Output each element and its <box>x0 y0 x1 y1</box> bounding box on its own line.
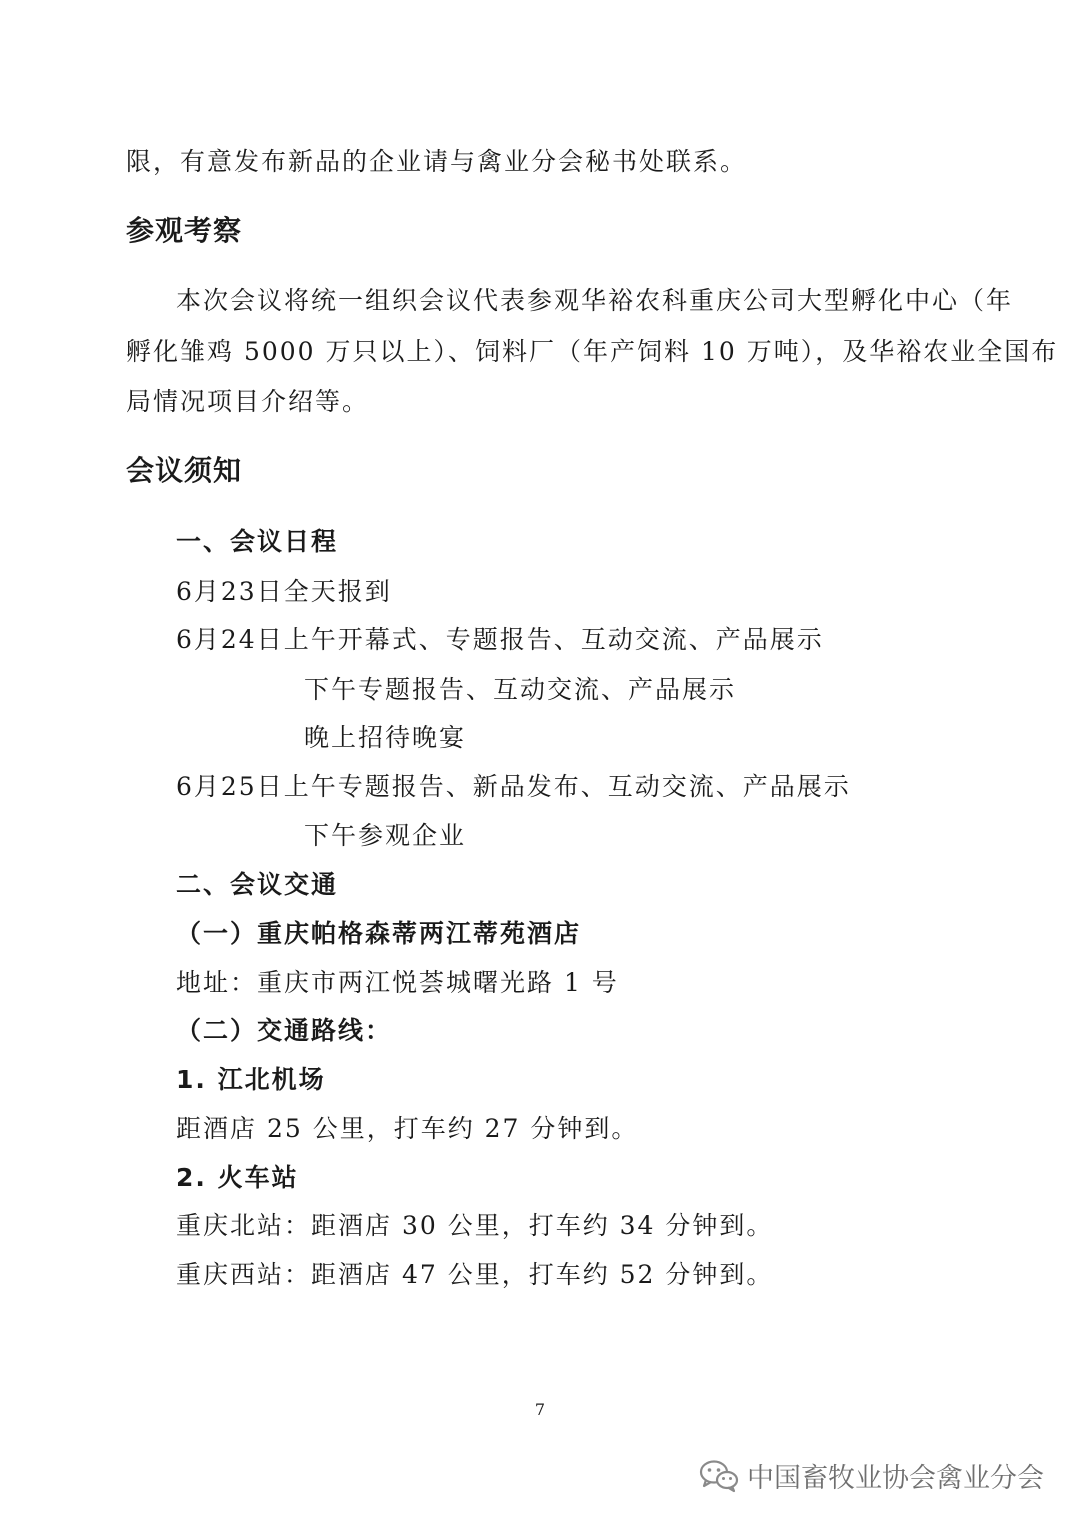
paragraph-line: 限，有意发布新品的企业请与禽业分会秘书处联系。 <box>126 147 748 176</box>
page-number: 7 <box>534 1400 546 1419</box>
route-train-text: 重庆西站：距酒店 47 公里，打车约 52 分钟到。 <box>176 1260 774 1289</box>
section-heading-visit: 参观考察 <box>126 214 243 247</box>
schedule-line: 晚上招待晚宴 <box>304 723 467 752</box>
wechat-icon <box>699 1459 739 1493</box>
watermark <box>699 1456 1044 1495</box>
schedule-line: 下午专题报告、互动交流、产品展示 <box>304 675 737 704</box>
watermark-text: 中国畜牧业协会禽业分会 <box>747 1463 1044 1494</box>
route-heading: （二）交通路线： <box>176 1016 393 1045</box>
hotel-name: （一）重庆帕格森蒂两江蒂苑酒店 <box>176 919 582 948</box>
route-airport-text: 距酒店 25 公里，打车约 27 分钟到。 <box>176 1114 639 1143</box>
paragraph-line: 孵化雏鸡 5000 万只以上）、饲料厂（年产饲料 10 万吨），及华裕农业全国布 <box>126 337 1059 366</box>
subsection-heading-schedule: 一、会议日程 <box>176 527 339 556</box>
paragraph-line: 局情况项目介绍等。 <box>126 387 370 416</box>
schedule-line: 6月23日全天报到 <box>176 577 392 606</box>
schedule-line: 6月24日上午开幕式、专题报告、互动交流、产品展示 <box>176 625 824 654</box>
route-airport-heading: 1. 江北机场 <box>176 1065 326 1094</box>
route-train-heading: 2. 火车站 <box>176 1163 299 1192</box>
section-heading-notice: 会议须知 <box>126 454 243 487</box>
schedule-line: 下午参观企业 <box>304 821 467 850</box>
paragraph-line: 本次会议将统一组织会议代表参观华裕农科重庆公司大型孵化中心（年 <box>176 286 1014 315</box>
hotel-address: 地址：重庆市两江悦荟城曙光路 1 号 <box>176 968 619 997</box>
schedule-line: 6月25日上午专题报告、新品发布、互动交流、产品展示 <box>176 772 851 801</box>
route-train-text: 重庆北站：距酒店 30 公里，打车约 34 分钟到。 <box>176 1211 774 1240</box>
subsection-heading-transport: 二、会议交通 <box>176 870 339 899</box>
